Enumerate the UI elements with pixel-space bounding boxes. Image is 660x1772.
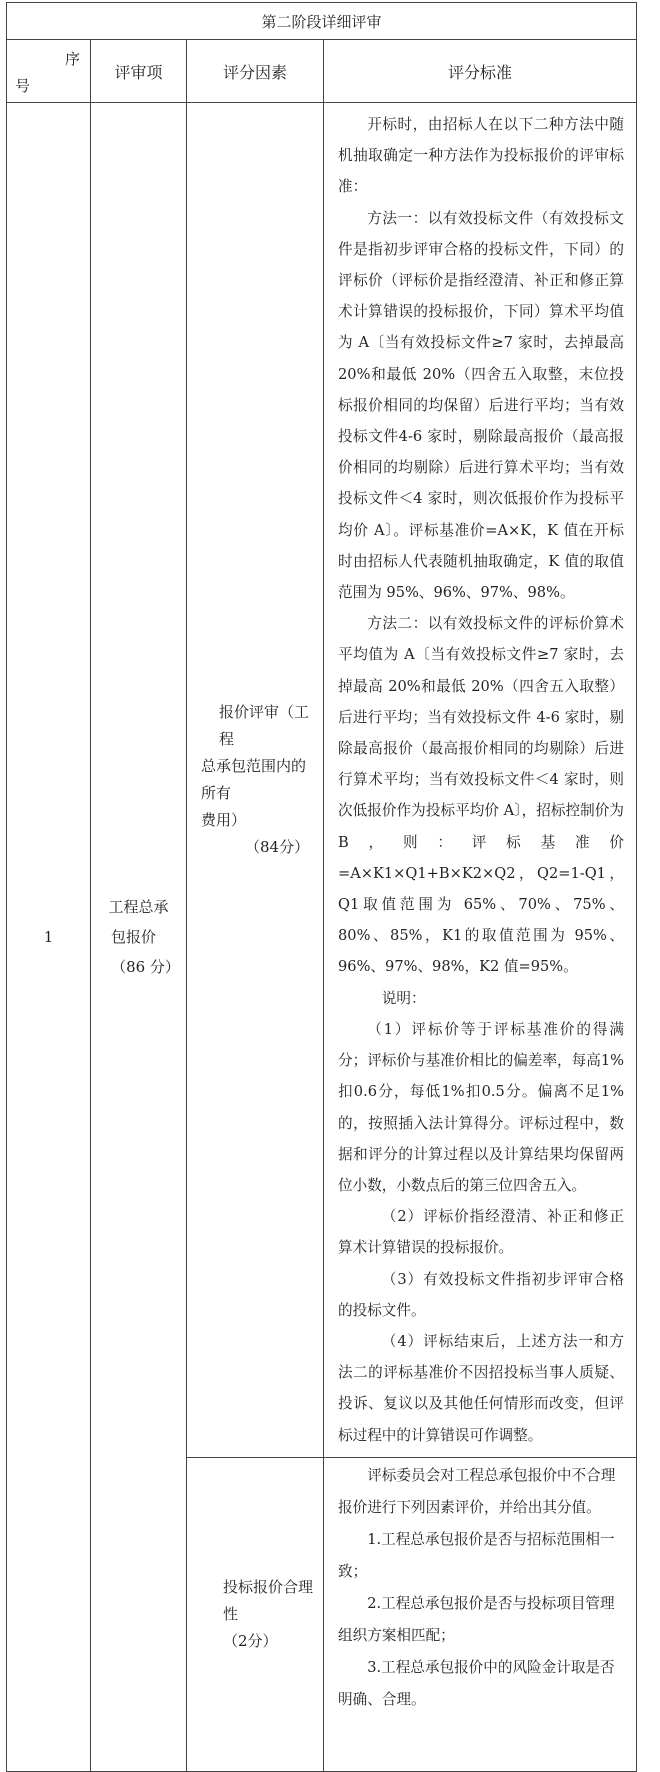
criteria-paragraph: 2.工程总承包报价是否与投标项目管理组织方案相匹配； xyxy=(338,1594,615,1644)
criteria-paragraph: 方法二：以有效投标文件的评标价算术平均值为 A〔当有效投标文件≥7 家时，去掉最高 20%和最低 20%（四舍五入取整）后进行平均；当有效投标文件 4-6 家时，剔除最高报价（最高报价相同的均剔除）后进行算术平均；当有效投标文件＜4 家时，则次低报价作为投标平均价 A〕，招标控制价为 B，则：评标基准价 =A×K1×Q1+B×K2×Q2，Q2=1-Q1，Q1取值范围为 65%、70%、75%、80%、85%，K1的取值范围为 95%、96%、97%、98%，K2 值=95%。 xyxy=(338,615,625,976)
header-item: 评审项 xyxy=(91,40,187,103)
factor-line: 费用） xyxy=(201,810,247,829)
criteria-cell-price xyxy=(324,103,637,1458)
item-line: （86 分） xyxy=(111,957,180,976)
item-line: 工程总承 xyxy=(108,897,169,916)
header-seq-top: 序 xyxy=(64,50,80,68)
factor-line: 投标报价合理性 xyxy=(223,1577,314,1623)
table-row xyxy=(7,103,637,1458)
factor-score: （2分） xyxy=(223,1631,278,1650)
row-seq-cell xyxy=(7,103,91,1772)
evaluation-table xyxy=(6,2,637,1772)
criteria-paragraph: 方法一：以有效投标文件（有效投标文件是指初步评审合格的投标文件，下同）的评标价（评标价是指经澄清、补正和修正算术计算错误的投标报价，下同）算术平均值为 A〔当有效投标文件≥7 家时，去掉最高 20%和最低 20%（四舍五入取整，末位投标报价相同的均保留）后进行平均；当有效投标文件4-6 家时，剔除最高报价（最高报价相同的均剔除）后进行算术平均；当有效投标文件＜4 家时，则次低报价作为投标平 均价 A〕。评标基准价=A×K，K 值在开标时由招标人代表随机抽取确定，K 值的取值范围为 95%、96%、97%、98%。 xyxy=(338,209,625,602)
criteria-cell-rationality xyxy=(324,1457,637,1771)
criteria-paragraph: 3.工程总承包报价中的风险金计取是否明确、合理。 xyxy=(338,1658,615,1708)
criteria-paragraph: （1）评标价等于评标基准价的得满分；评标价与基准价相比的偏差率，每高1%扣0.6分，每低1%扣0.5分。偏离不足1%的，按照插入法计算得分。评标过程中，数据和评分的计算过程以及计算结果均保留两位小数，小数点后的第三位四舍五入。 xyxy=(338,1020,625,1194)
row-item-cell xyxy=(91,103,187,1772)
row-seq: 1 xyxy=(43,927,54,946)
factor-score: （84分） xyxy=(245,837,310,856)
criteria-paragraph: （4）评标结束后，上述方法一和方法二的评标基准价不因招投标当事人质疑、投诉、复议以及其他任何情形而改变，但评标过程中的计算错误可作调整。 xyxy=(338,1332,625,1444)
criteria-paragraph: 说明： xyxy=(381,989,426,1007)
criteria-paragraph: （3）有效投标文件指初步评审合格的投标文件。 xyxy=(338,1270,625,1319)
header-factor: 评分因素 xyxy=(187,40,324,103)
factor-line: 报价评审（工程 xyxy=(219,702,310,748)
factor-cell-price xyxy=(187,103,324,1458)
criteria-paragraph: 1.工程总承包报价是否与招标范围相一致； xyxy=(338,1530,615,1580)
item-line: 包报价 xyxy=(110,927,156,946)
header-criteria: 评分标准 xyxy=(324,40,637,103)
factor-line: 总承包范围内的所有 xyxy=(201,756,307,802)
criteria-paragraph: 开标时，由招标人在以下二种方法中随机抽取确定一种方法作为投标报价的评审标准： xyxy=(338,116,625,196)
factor-cell-rationality xyxy=(187,1457,324,1771)
header-seq-bottom: 号 xyxy=(15,77,31,95)
criteria-paragraph: （2）评标价指经澄清、补正和修正算术计算错误的投标报价。 xyxy=(338,1208,625,1257)
header-seq xyxy=(7,40,91,103)
table-title: 第二阶段详细评审 xyxy=(7,3,637,40)
criteria-paragraph: 评标委员会对工程总承包报价中不合理报价进行下列因素评价，并给出其分值。 xyxy=(338,1466,616,1516)
